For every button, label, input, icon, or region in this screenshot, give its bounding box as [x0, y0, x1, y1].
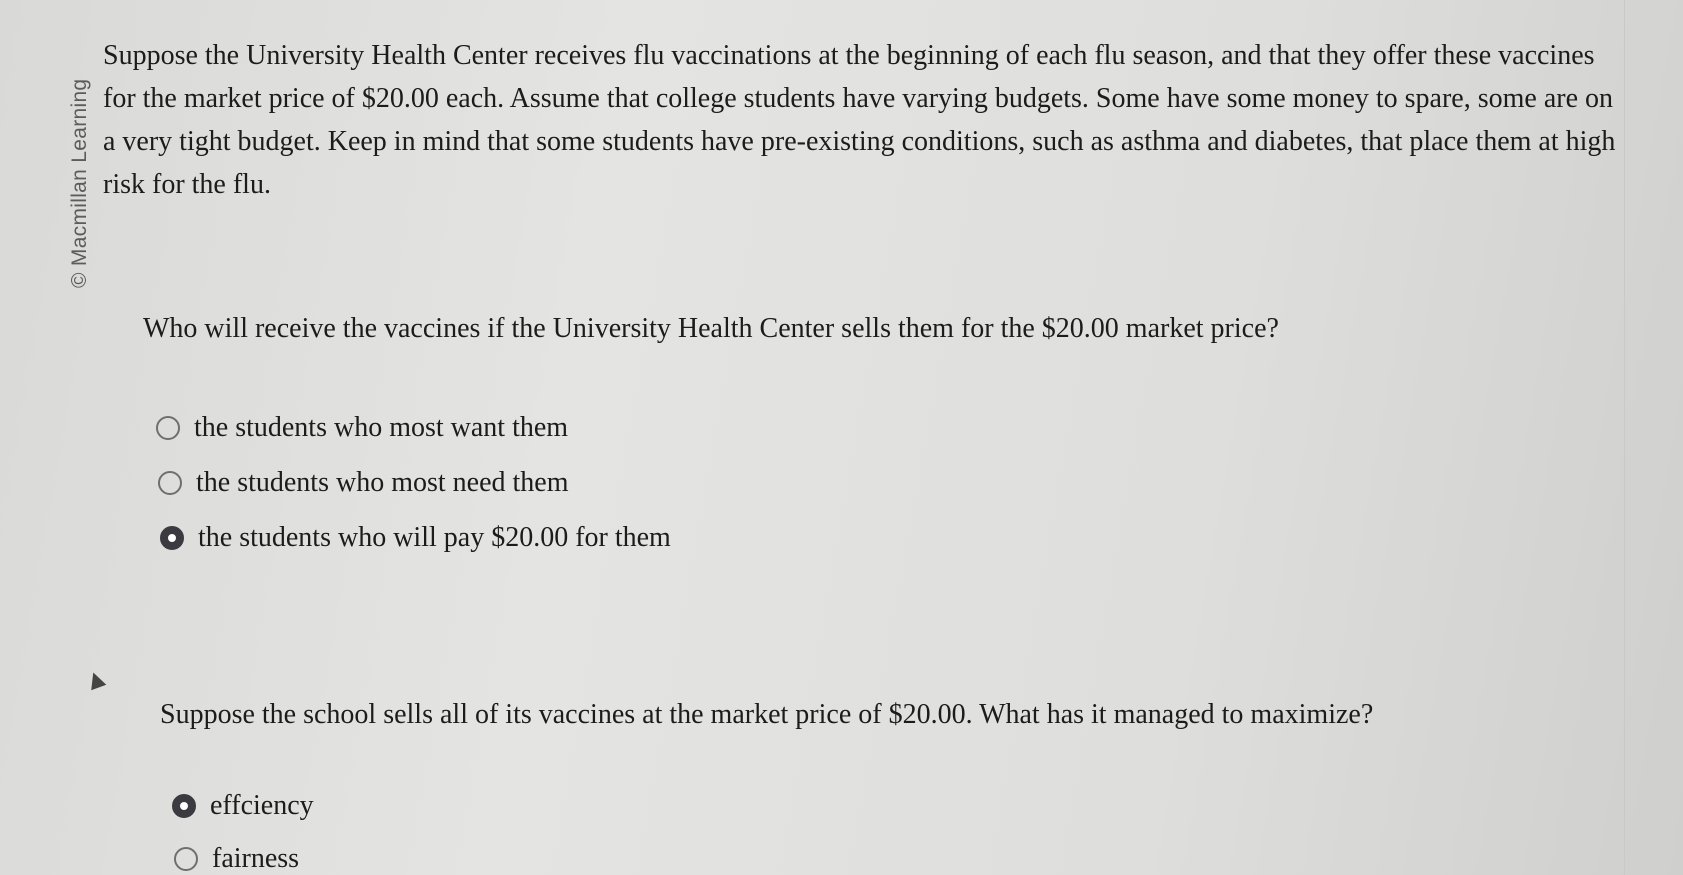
question-1-text: Who will receive the vaccines if the University Health Center sells them for the $20.00 market price? — [143, 313, 1279, 344]
q1-option-want[interactable] — [156, 412, 568, 444]
q2-option-efficiency[interactable] — [172, 790, 314, 822]
mouse-cursor-icon — [86, 670, 107, 691]
option-label: the students who most need them — [196, 467, 569, 498]
radio-button[interactable] — [158, 471, 182, 495]
option-label: the students who will pay $20.00 for them — [198, 522, 671, 553]
option-label: fairness — [212, 843, 300, 874]
question-2-text: Suppose the school sells all of its vaccines at the market price of $20.00. What has it managed to maximize? — [160, 699, 1374, 730]
q1-option-pay[interactable] — [160, 522, 671, 554]
radio-button-selected[interactable] — [172, 794, 196, 818]
radio-button-selected[interactable] — [160, 526, 184, 550]
option-label: effciency — [210, 790, 314, 821]
radio-button[interactable] — [174, 847, 198, 871]
panel-border — [1624, 0, 1625, 875]
option-label: the students who most want them — [194, 412, 569, 443]
scenario-text: Suppose the University Health Center receives flu vaccinations at the beginning of each flu season, and that they offer these vaccines for the market price of $20.00 each. Assume that college students have varying budgets. Some have some money to spare, some are on a very tight budget. Keep in mind that some students have pre-existing conditions, such as asthma and diabetes, that place them at high risk for the flu. — [103, 40, 1616, 200]
q1-option-need[interactable] — [158, 467, 569, 499]
copyright-label: © Macmillan Learning — [68, 78, 91, 288]
q2-option-fairness[interactable] — [174, 843, 299, 875]
radio-button[interactable] — [156, 416, 180, 440]
